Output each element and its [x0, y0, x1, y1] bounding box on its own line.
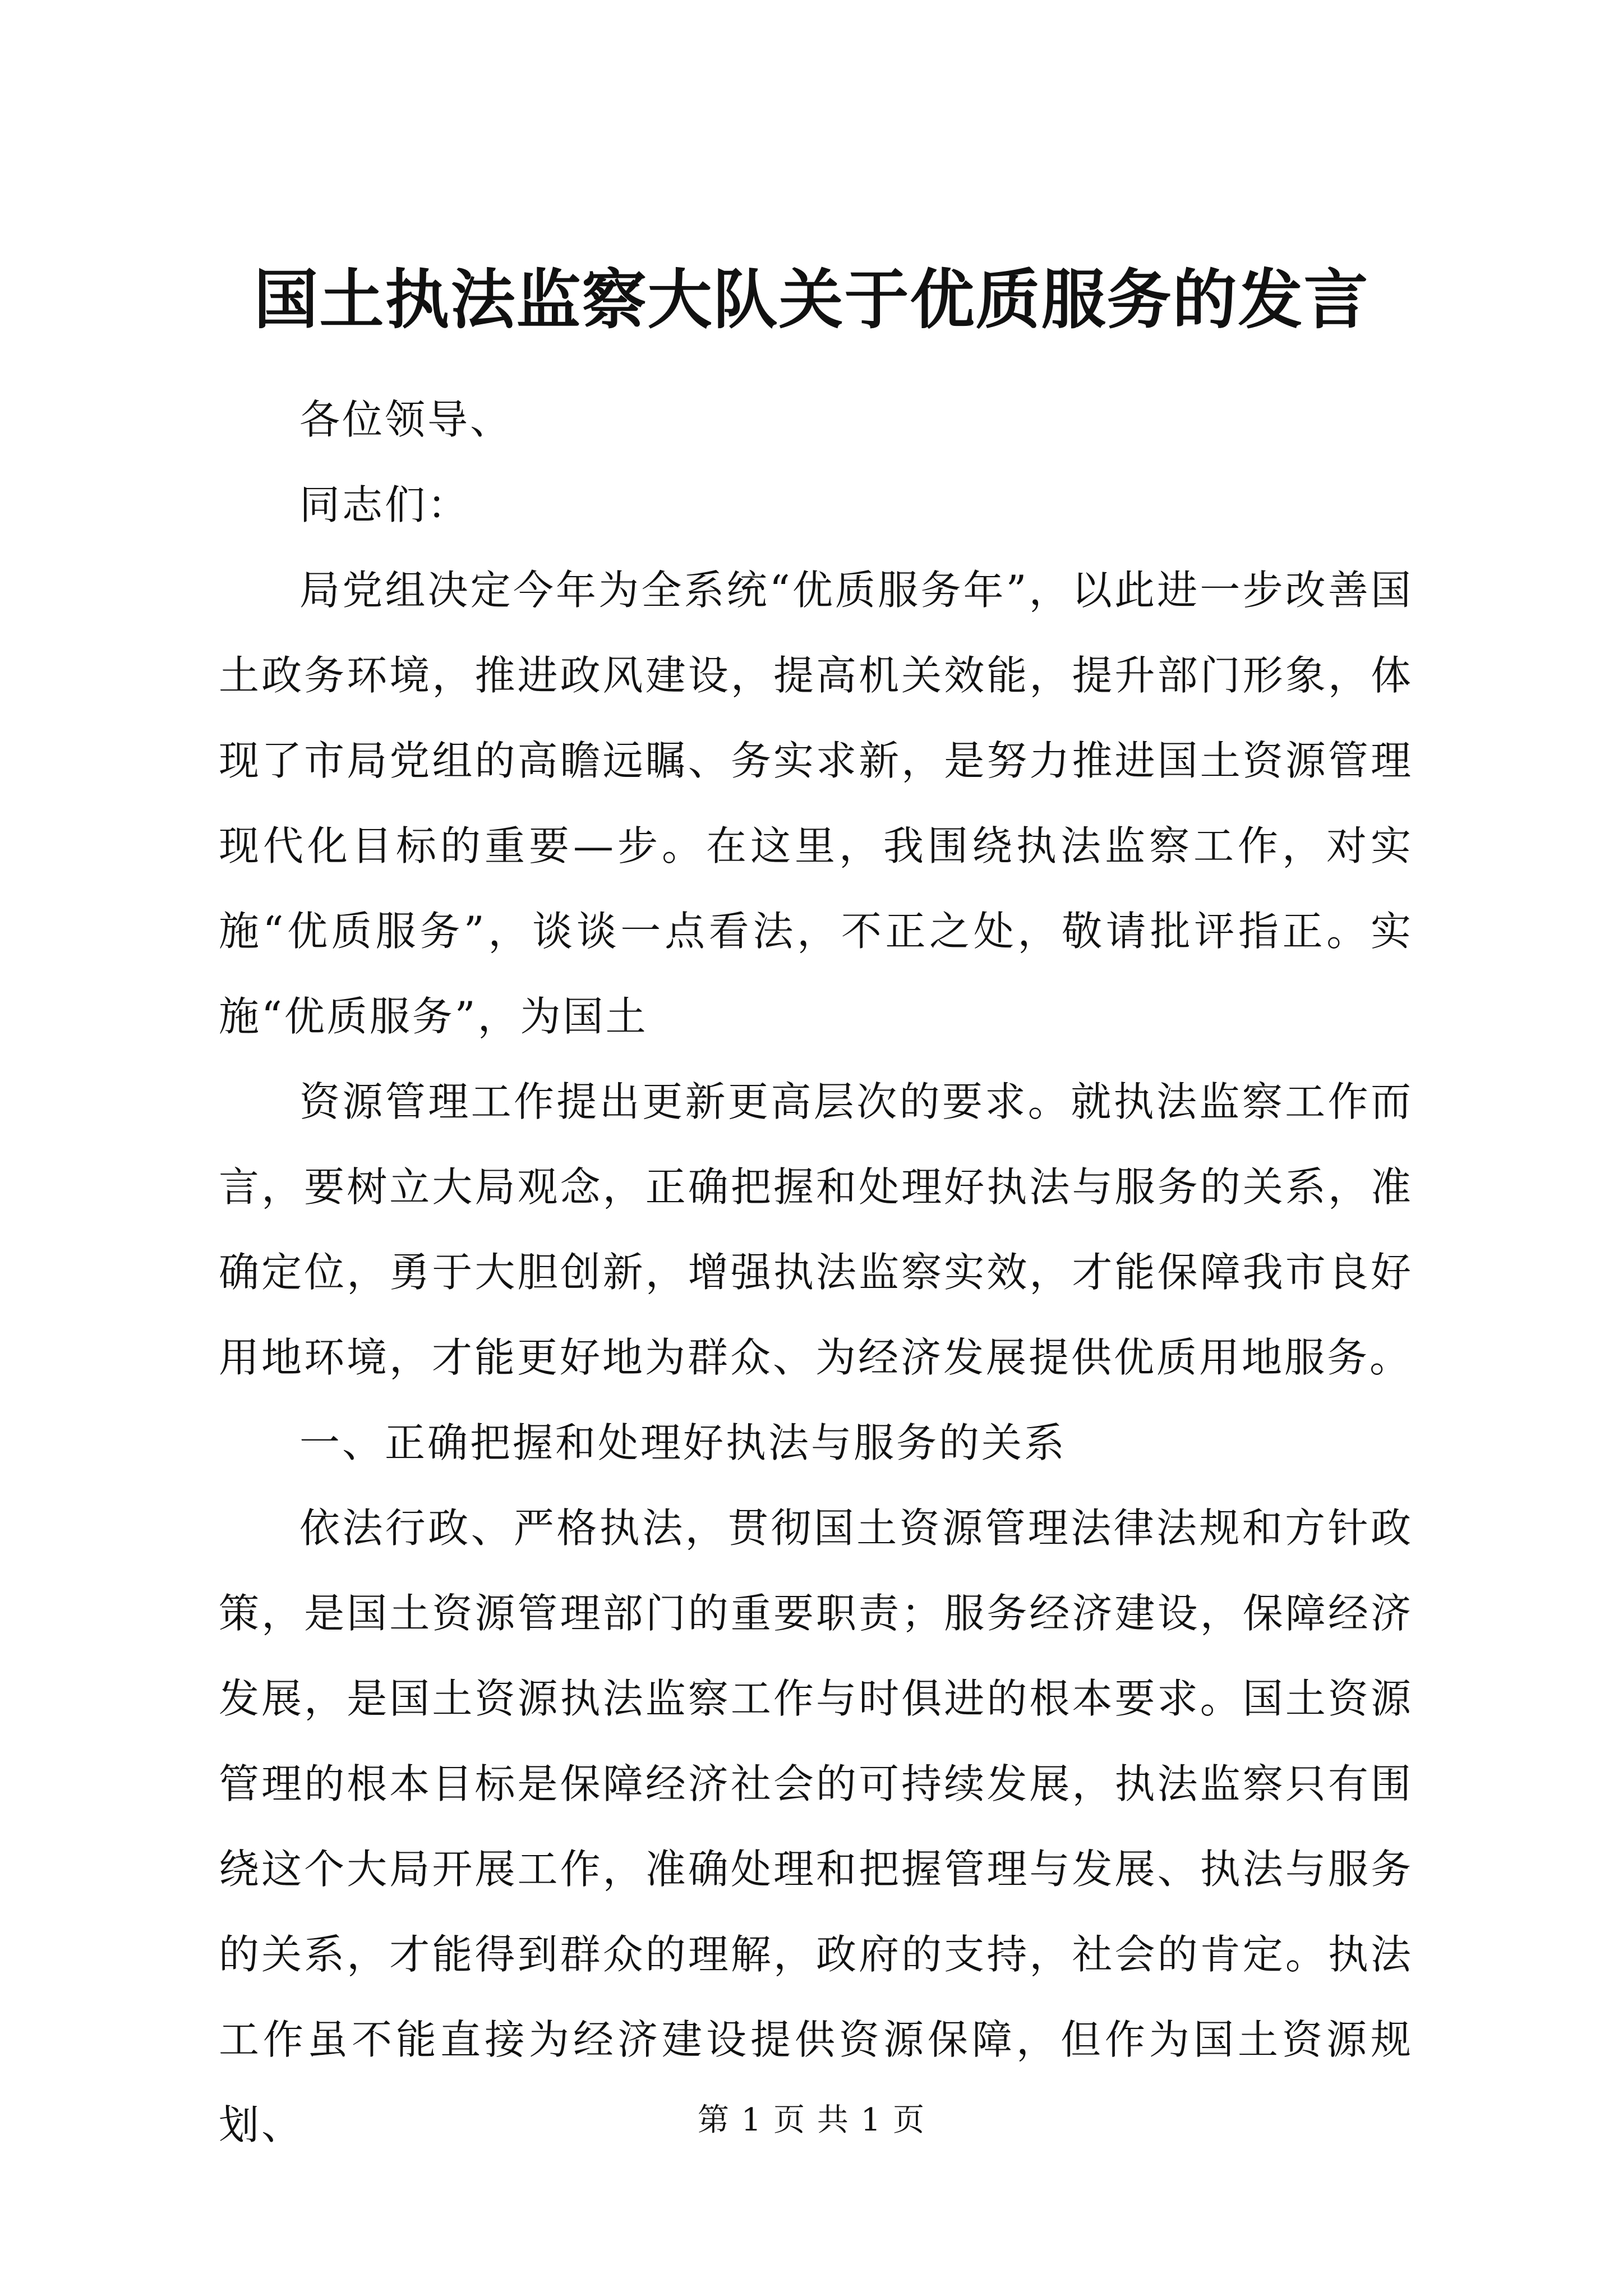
salutation-leaders: 各位领导、	[299, 396, 513, 443]
section-heading-1: 一、正确把握和处理好执法与服务的关系	[299, 1419, 1067, 1466]
document-body	[219, 377, 1413, 2168]
paragraph-section-1: 依法行政、严格执法，贯彻国土资源管理法律法规和方针政策，是国土资源管理部门的重要职责；服务经济建设，保障经济发展，是国土资源执法监察工作与时俱进的根本要求。国土资源管理的根本目标是保障经济社会的可持续发展，执法监察只有围绕这个大局开展工作，准确处理和把握管理与发展、执法与服务的关系，才能得到群众的理解，政府的支持，社会的肯定。执法工作虽不能直接为经济建设提供资源保障，但作为国土资源规划、	[219, 1504, 1413, 2148]
paragraph-requirements: 资源管理工作提出更新更高层次的要求。就执法监察工作而言，要树立大局观念，正确把握和处理好执法与服务的关系，准确定位，勇于大胆创新，增强执法监察实效，才能保障我市良好用地环境，才能更好地为群众、为经济发展提供优质用地服务。	[219, 1078, 1413, 1381]
paragraph-intro: 局党组决定今年为全系统“优质服务年”，以此进一步改善国土政务环境，推进政风建设，提高机关效能，提升部门形象，体现了市局党组的高瞻远瞩、务实求新，是努力推进国土资源管理现代化目标的重要—步。在这里，我围绕执法监察工作，对实施“优质服务”，谈谈一点看法，不正之处，敬请批评指正。实施“优质服务”，为国土	[219, 567, 1413, 1040]
document-title: 国土执法监察大队关于优质服务的发言	[253, 262, 1370, 338]
salutation-comrades: 同志们：	[299, 481, 471, 528]
page-number-footer: 第 1 页 共 1 页	[697, 2102, 926, 2138]
